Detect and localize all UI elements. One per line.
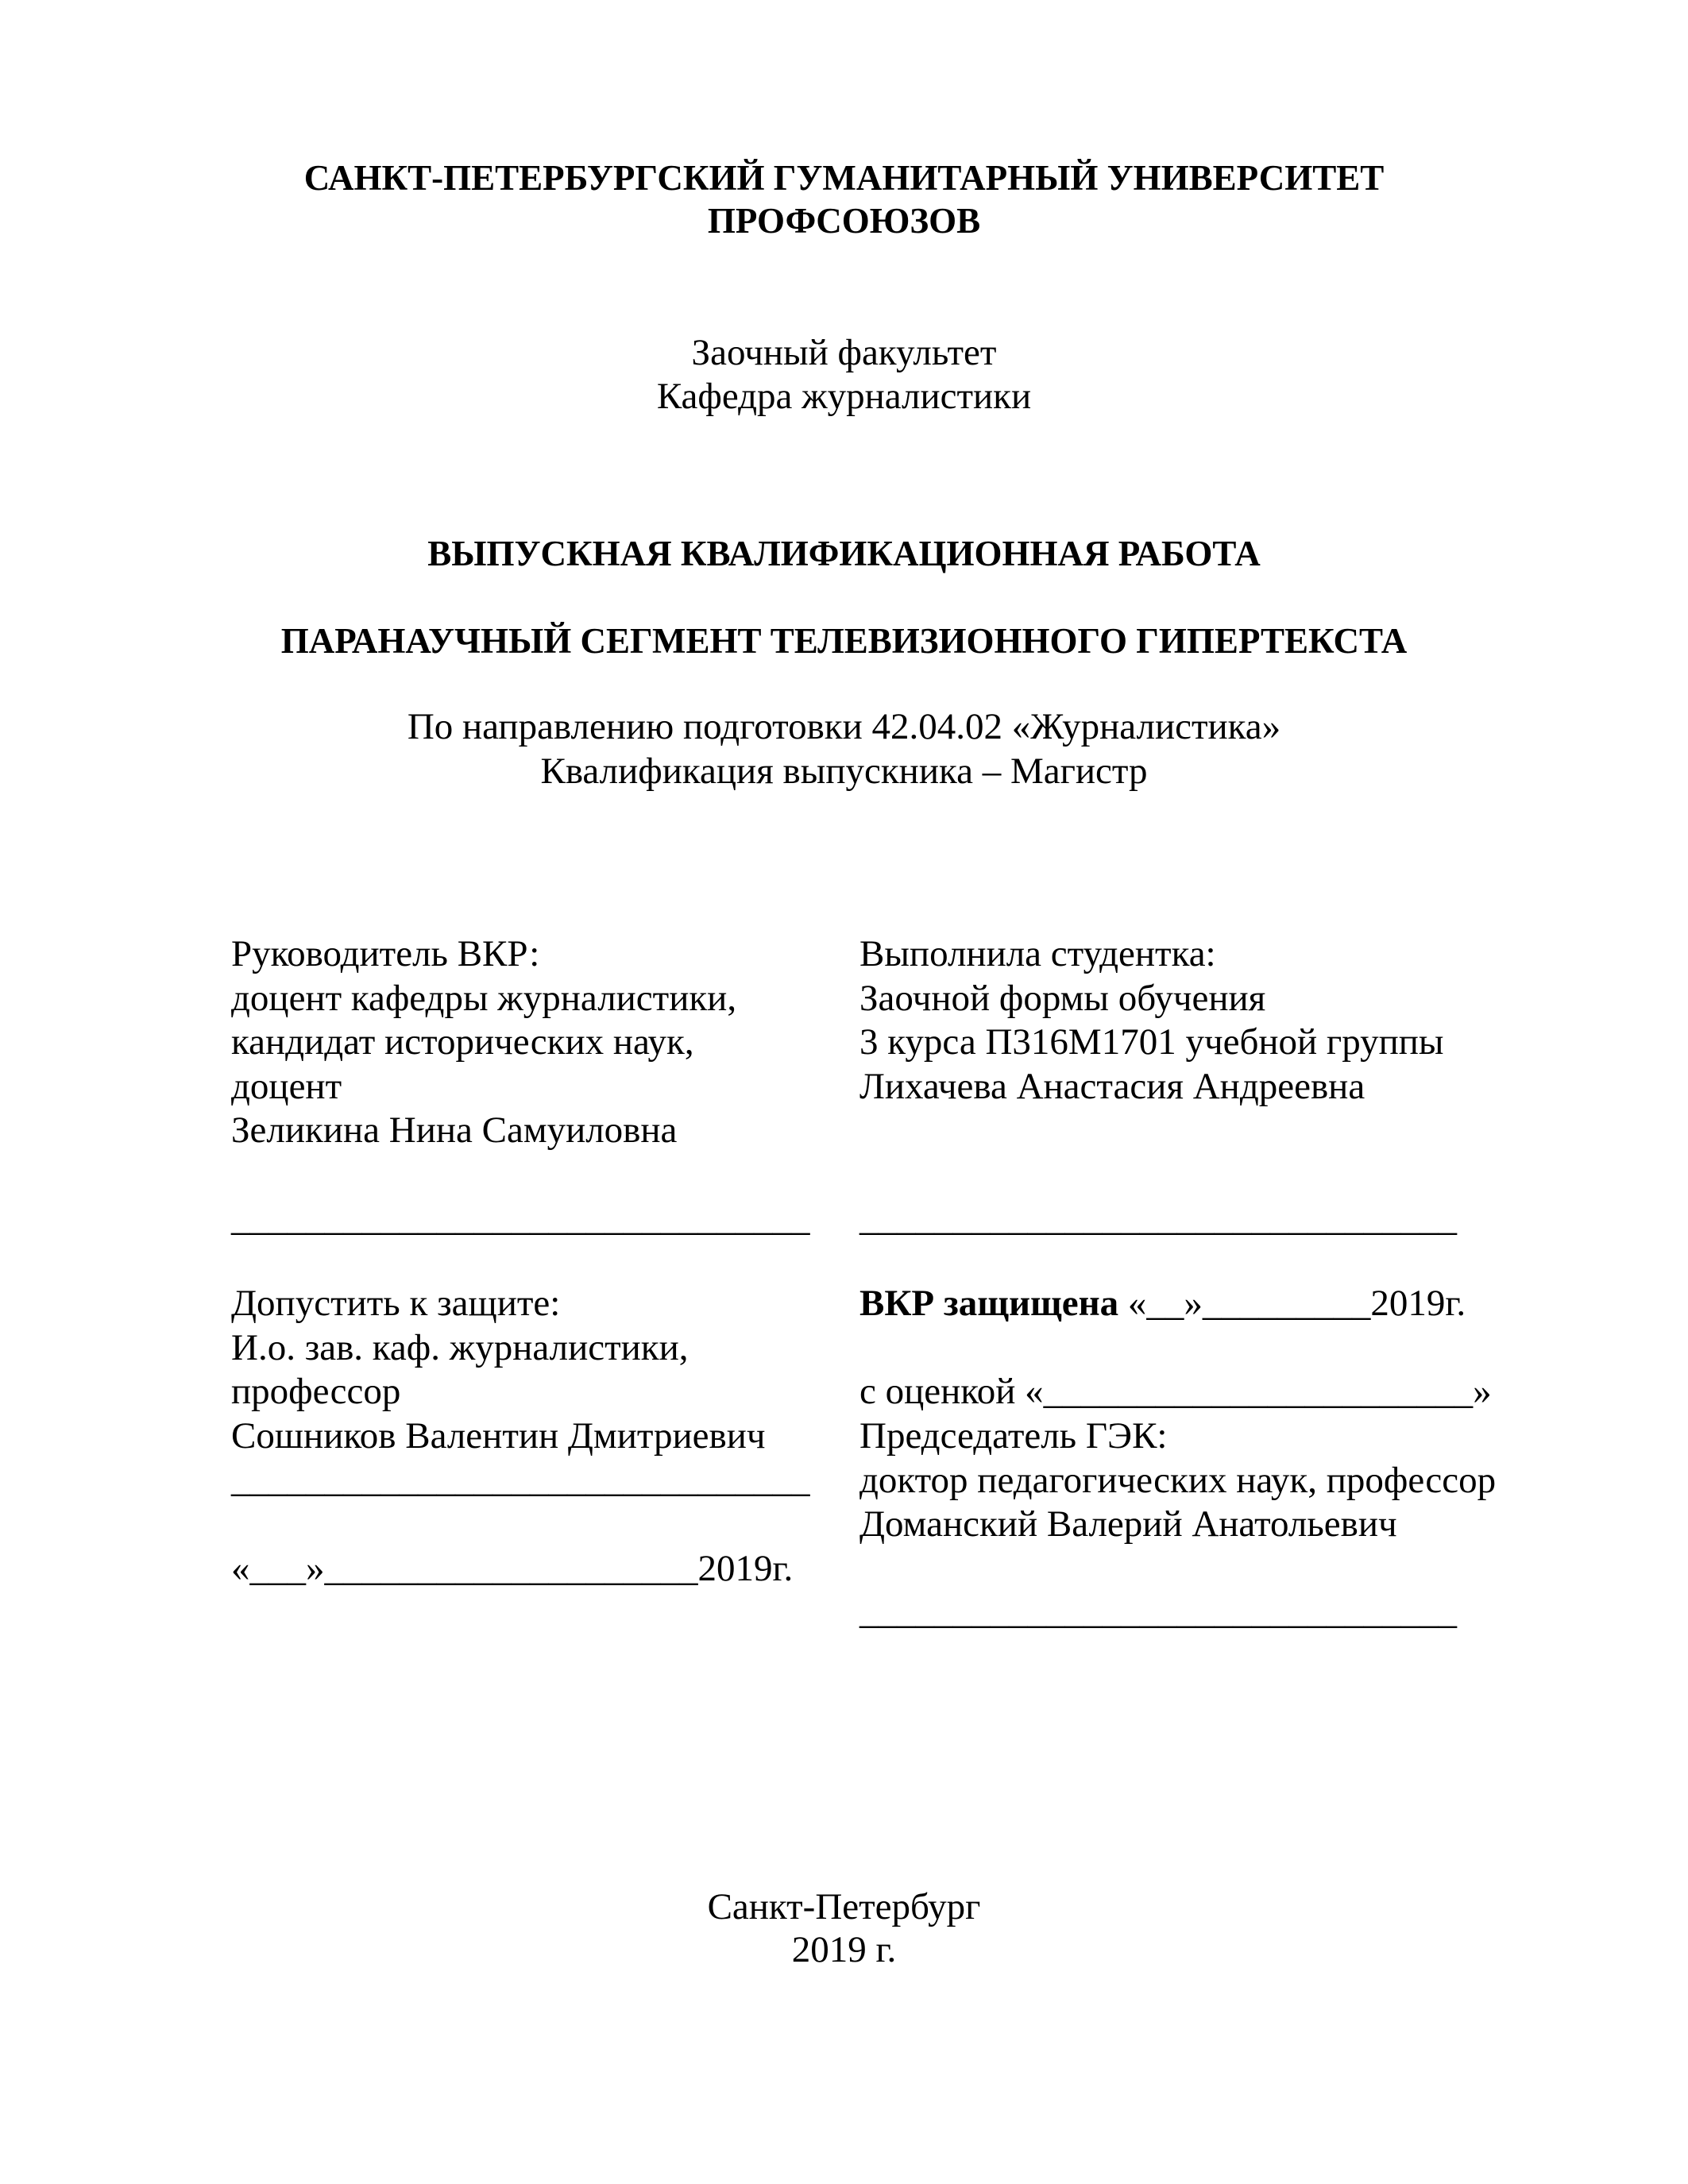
- university-name-line2: ПРОФСОЮЗОВ: [707, 201, 981, 241]
- defense-grade: с оценкой «_______________________»: [859, 1371, 1492, 1412]
- admission-date-line: «___»____________________2019г.: [231, 1548, 794, 1589]
- work-type: ВЫПУСКНАЯ КВАЛИФИКАЦИОННАЯ РАБОТА: [427, 534, 1261, 573]
- faculty: Заочный факультет: [691, 332, 997, 373]
- student-study-form: Заочной формы обучения: [859, 977, 1266, 1019]
- city: Санкт-Петербург: [707, 1886, 981, 1927]
- student-group: 3 курса П316М1701 учебной группы: [859, 1021, 1444, 1063]
- chair-signature-line: ________________________________: [859, 1591, 1457, 1632]
- university-name-line1: САНКТ-ПЕТЕРБУРГСКИЙ ГУМАНИТАРНЫЙ УНИВЕРСИТЕТ: [303, 158, 1385, 198]
- student-heading: Выполнила студентка:: [859, 933, 1216, 974]
- supervisor-degree: кандидат исторических наук,: [231, 1021, 694, 1063]
- admission-signature-line: _______________________________: [231, 1459, 810, 1500]
- student-name: Лихачева Анастасия Андреевна: [859, 1065, 1365, 1107]
- supervisor-signature-line: _______________________________: [231, 1198, 810, 1239]
- work-title: ПАРАНАУЧНЫЙ СЕГМЕНТ ТЕЛЕВИЗИОННОГО ГИПЕРТЕКСТА: [280, 621, 1408, 661]
- chair-name: Доманский Валерий Анатольевич: [859, 1503, 1397, 1545]
- chair-heading: Председатель ГЭК:: [859, 1415, 1168, 1457]
- admission-position: И.о. зав. каф. журналистики,: [231, 1326, 689, 1368]
- admission-name: Сошников Валентин Дмитриевич: [231, 1414, 766, 1457]
- study-direction: По направлению подготовки 42.04.02 «Журналистика»: [407, 706, 1281, 747]
- defense-date: «__»_________2019г.: [1118, 1283, 1466, 1324]
- defense-status-label: ВКР защищена: [859, 1283, 1119, 1324]
- admission-title: профессор: [231, 1371, 401, 1412]
- supervisor-heading: Руководитель ВКР:: [231, 933, 540, 974]
- defense-status: [859, 1282, 1466, 1325]
- student-block: [859, 932, 1443, 1109]
- year: 2019 г.: [791, 1929, 897, 1970]
- supervisor-name: Зеликина Нина Самуиловна: [231, 1109, 678, 1151]
- supervisor-block: [231, 932, 736, 1153]
- admission-block: [231, 1282, 765, 1458]
- chair-block: [859, 1414, 1496, 1547]
- student-signature-line: ________________________________: [859, 1198, 1457, 1239]
- supervisor-position: доцент кафедры журналистики,: [231, 977, 737, 1019]
- chair-title: доктор педагогических наук, профессор: [859, 1459, 1497, 1501]
- qualification: Квалификация выпускника – Магистр: [540, 751, 1148, 792]
- department: Кафедра журналистики: [656, 376, 1032, 417]
- admission-heading: Допустить к защите:: [231, 1283, 561, 1324]
- supervisor-title: доцент: [231, 1065, 342, 1107]
